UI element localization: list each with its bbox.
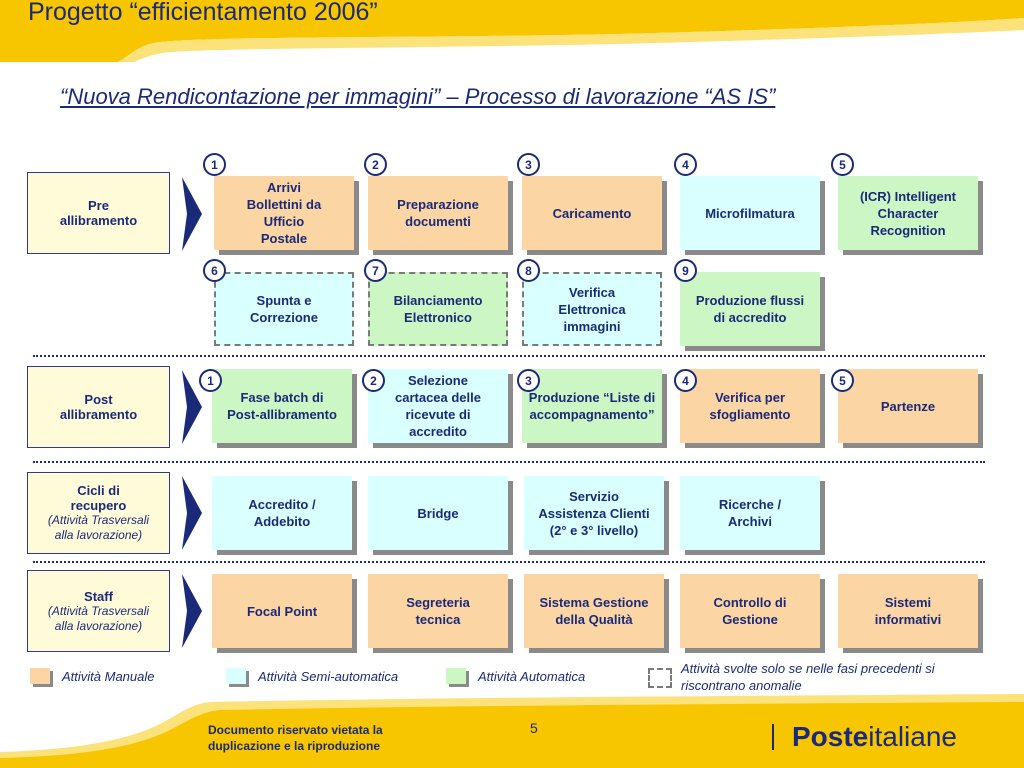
step-number-badge: 5 [831,369,854,392]
process-step-caricamento: Caricamento [522,176,662,250]
process-step-fase-batch: Fase batch di Post-allibramento [212,369,352,443]
process-step-arrivi: Arrivi Bollettini da Ufficio Postale [214,176,354,250]
page-number: 5 [530,720,538,736]
diagram-subtitle: “Nuova Rendicontazione per immagini” – Processo di lavorazione “AS IS” [60,84,776,109]
legend-swatch-semi [226,668,246,684]
posteitaliane-logo [792,721,957,753]
activity-ricerche-archivi: Ricerche / Archivi [680,476,820,550]
section-label-post-text: Post allibramento [59,392,138,422]
section-label-cicli-title: Cicli di recupero [70,483,127,513]
activity-focal-point: Focal Point [212,574,352,648]
footer-confidential-note: Documento riservato vietata la duplicazione e la riproduzione [208,723,383,753]
activity-sistema-qualita: Sistema Gestione della Qualità [524,574,664,648]
section-divider [33,461,985,463]
step-number-badge: 6 [203,259,226,282]
step-number-badge: 7 [364,259,387,282]
step-number-badge: 9 [674,259,697,282]
section-label-staff-subtitle: (Attività Trasversali alla lavorazione) [47,603,150,633]
step-number-badge: 5 [831,153,854,176]
process-step-icr: (ICR) Intelligent Character Recognition [838,176,978,250]
process-step-selezione-cartacea: Selezione cartacea delle ricevute di accredito [368,369,508,443]
process-step-microfilmatura: Microfilmatura [680,176,820,250]
logo-divider [772,724,774,750]
process-step-verifica-sfogliamento: Verifica per sfogliamento [680,369,820,443]
activity-servizio-assistenza: Servizio Assistenza Clienti (2° e 3° livello) [524,476,664,550]
legend-swatch-manual [30,668,50,684]
section-divider [33,355,985,357]
chevron-right-icon [182,574,202,648]
step-number-badge: 1 [199,369,222,392]
step-number-badge: 4 [674,369,697,392]
section-divider [33,561,985,563]
process-step-preparazione: Preparazione documenti [368,176,508,250]
process-step-produzione-flussi: Produzione flussi di accredito [680,272,820,346]
step-number-badge: 1 [203,153,226,176]
legend-label-manual: Attività Manuale [62,669,155,684]
process-step-verifica-elettronica: Verifica Elettronica immagini [522,272,662,346]
legend-swatch-auto [446,668,466,684]
section-label-cicli-subtitle: (Attività Trasversali alla lavorazione) [47,513,150,542]
process-step-bilanciamento: Bilanciamento Elettronico [368,272,508,346]
legend-label-auto: Attività Automatica [478,669,586,684]
step-number-badge: 3 [517,369,540,392]
logo-bold-text: Poste [792,721,869,752]
step-number-badge: 8 [517,259,540,282]
step-number-badge: 2 [362,369,385,392]
section-label-pre [27,172,170,254]
process-step-partenze: Partenze [838,369,978,443]
activity-controllo-gestione: Controllo di Gestione [680,574,820,648]
step-number-badge: 3 [517,153,540,176]
legend-label-semi: Attività Semi-automatica [258,669,399,684]
section-label-staff [27,570,170,652]
process-step-spunta: Spunta e Correzione [214,272,354,346]
legend-swatch-anomaly [648,668,672,688]
activity-accredito-addebito: Accredito / Addebito [212,476,352,550]
activity-bridge: Bridge [368,476,508,550]
section-label-cicli [27,472,170,554]
step-number-badge: 2 [364,153,387,176]
activity-segreteria-tecnica: Segreteria tecnica [368,574,508,648]
process-step-produzione-liste: Produzione “Liste di accompagnamento” [522,369,662,443]
activity-sistemi-informativi: Sistemi informativi [838,574,978,648]
section-label-post [27,366,170,448]
logo-regular-text: italiane [868,721,957,752]
chevron-right-icon [182,476,202,550]
chevron-right-icon [182,177,202,251]
step-number-badge: 4 [674,153,697,176]
page-title: Progetto “efficientamento 2006” [28,0,378,26]
section-label-staff-title: Staff [84,588,113,604]
legend-label-anomaly: Attività svolte solo se nelle fasi precedenti si riscontrano anomalie [681,661,935,693]
section-label-pre-text: Pre allibramento [59,198,138,228]
